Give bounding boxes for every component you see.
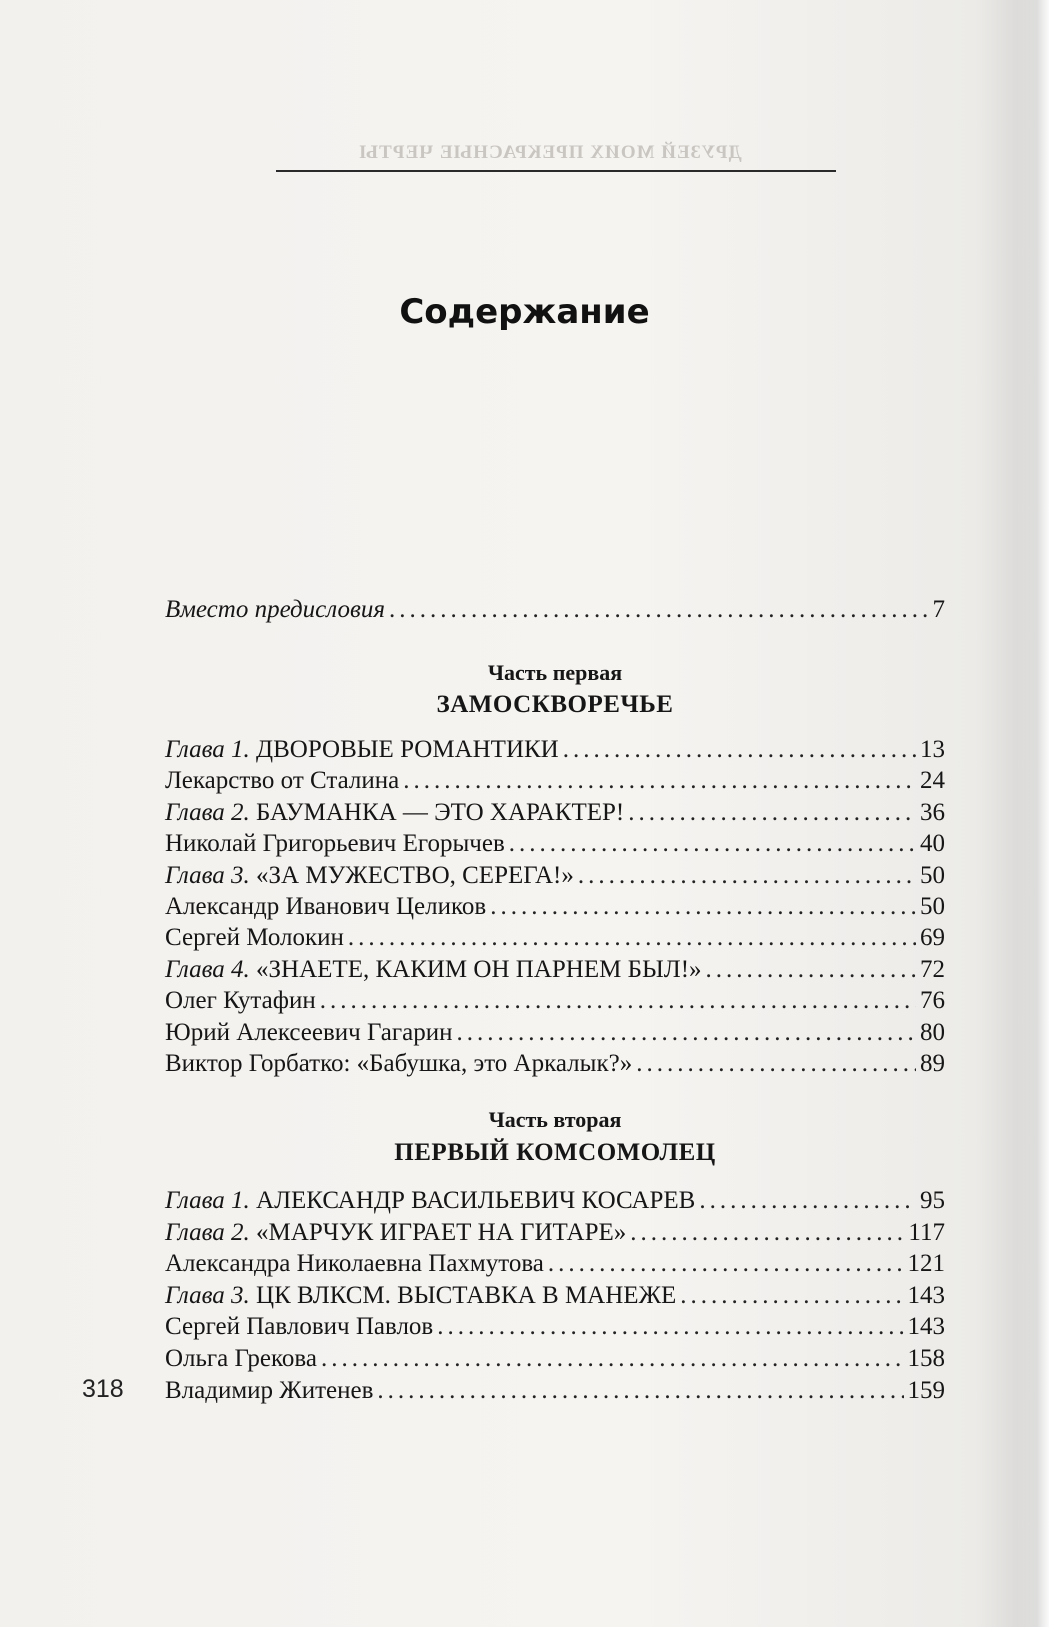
toc-entry[interactable]: [165, 1375, 945, 1407]
toc-entry-text: Сергей Павлович Павлов: [165, 1313, 434, 1341]
toc-chapter-prefix: Глава 1.: [165, 1187, 250, 1214]
toc-page-number: 117: [908, 1218, 945, 1246]
toc-chapter-prefix: Глава 2.: [165, 798, 250, 826]
toc-entry-text: БАУМАНКА — ЭТО ХАРАКТЕР!: [256, 798, 625, 826]
toc-page-number: 143: [907, 1281, 945, 1309]
toc-entry[interactable]: [165, 1217, 945, 1249]
toc-entry-text: ДВОРОВЫЕ РОМАНТИКИ: [256, 736, 559, 763]
toc-chapter-prefix: Глава 3.: [165, 861, 250, 889]
toc-entry[interactable]: [165, 891, 945, 923]
toc-page-number: 40: [920, 830, 945, 858]
toc-entry-text: Юрий Алексеевич Гагарин: [165, 1018, 453, 1046]
leader-dots: [578, 860, 916, 892]
leader-dots: [706, 954, 916, 986]
toc-entry[interactable]: [165, 765, 945, 797]
leader-dots: [680, 1280, 903, 1312]
toc-entry-text: АЛЕКСАНДР ВАСИЛЬЕВИЧ КОСАРЕВ: [256, 1187, 696, 1214]
leader-dots: [490, 891, 916, 923]
toc-entry[interactable]: [165, 1017, 945, 1049]
leader-dots: [630, 1217, 904, 1249]
header-rule: [276, 170, 836, 172]
toc-entry[interactable]: [165, 797, 945, 829]
toc-entry-text: «ЗА МУЖЕСТВО, СЕРЕГА!»: [256, 861, 574, 889]
part-title: ЗАМОСКВОРЕЧЬЕ: [436, 691, 674, 718]
toc-entry-text: ЦК ВЛКСМ. ВЫСТАВКА В МАНЕЖЕ: [256, 1281, 677, 1309]
page-spine-shadow: [1019, 0, 1049, 1627]
toc-page-number: 50: [920, 861, 945, 889]
toc-entry-text: «МАРЧУК ИГРАЕТ НА ГИТАРЕ»: [256, 1218, 627, 1246]
toc-page-number: 121: [907, 1250, 945, 1278]
toc-page-number: 69: [920, 924, 945, 952]
running-head-bleedthrough: ДРУЗЕЙ МОИХ ПРЕКРАСНЫЕ ЧЕРТЫ: [358, 142, 742, 163]
toc-entry-preface[interactable]: [165, 594, 945, 626]
toc-page-number: 50: [920, 893, 945, 920]
part-label: Часть первая: [487, 660, 623, 685]
toc-page-number: 80: [920, 1018, 945, 1046]
toc-entry[interactable]: [165, 1048, 945, 1080]
leader-dots: [389, 594, 929, 626]
toc-page-number: 76: [920, 987, 945, 1015]
toc-chapter-prefix: Глава 3.: [165, 1281, 250, 1309]
toc-entry-text: Вместо предисловия: [165, 596, 385, 623]
leader-dots: [509, 828, 916, 860]
toc-page-number: 158: [907, 1345, 945, 1372]
leader-dots: [377, 1375, 903, 1407]
toc-entry-text: «ЗНАЕТЕ, КАКИМ ОН ПАРНЕМ БЫЛ!»: [256, 955, 702, 983]
toc-entry[interactable]: [165, 1185, 945, 1217]
toc-entry[interactable]: [165, 985, 945, 1017]
toc-entry[interactable]: [165, 828, 945, 860]
page-number-folio: 318: [82, 1375, 124, 1403]
leader-dots: [437, 1311, 903, 1343]
page-title: Содержание: [399, 292, 650, 332]
leader-dots: [321, 1343, 904, 1375]
leader-dots: [699, 1185, 916, 1217]
toc-chapter-prefix: Глава 4.: [165, 955, 250, 983]
leader-dots: [348, 922, 916, 954]
toc-entry-text: Николай Григорьевич Егорычев: [165, 830, 505, 858]
toc-page-number: 7: [932, 596, 945, 623]
toc-page-number: 24: [920, 767, 945, 795]
toc-page-number: 36: [920, 798, 945, 826]
toc-entry[interactable]: [165, 954, 945, 986]
toc-page-number: 89: [920, 1050, 945, 1077]
leader-dots: [403, 765, 916, 797]
toc-page-number: 95: [920, 1187, 945, 1214]
leader-dots: [563, 734, 916, 766]
leader-dots: [548, 1248, 904, 1280]
toc-entry-text: Сергей Молокин: [165, 924, 344, 952]
toc-entry[interactable]: [165, 860, 945, 892]
toc-entry-text: Виктор Горбатко: «Бабушка, это Аркалык?»: [165, 1050, 633, 1077]
toc-entry[interactable]: [165, 734, 945, 766]
part-title: ПЕРВЫЙ КОМСОМОЛЕЦ: [394, 1139, 716, 1166]
toc-page-number: 13: [920, 736, 945, 763]
toc-entry[interactable]: [165, 1343, 945, 1375]
toc-entry[interactable]: [165, 1248, 945, 1280]
leader-dots: [636, 1048, 916, 1080]
toc-entry[interactable]: [165, 1311, 945, 1343]
toc-entry-text: Александр Иванович Целиков: [165, 893, 487, 920]
toc-page-number: 72: [920, 955, 945, 983]
leader-dots: [457, 1017, 917, 1049]
toc-entry-text: Владимир Житенев: [165, 1376, 374, 1404]
toc-chapter-prefix: Глава 1.: [165, 736, 250, 763]
toc-page-number: 159: [907, 1376, 945, 1404]
toc-entry-text: Александра Николаевна Пахмутова: [165, 1250, 544, 1278]
toc-chapter-prefix: Глава 2.: [165, 1218, 250, 1246]
leader-dots: [628, 797, 916, 829]
toc-entry[interactable]: [165, 1280, 945, 1312]
toc-entry[interactable]: [165, 922, 945, 954]
toc-page-number: 143: [907, 1313, 945, 1341]
leader-dots: [320, 985, 916, 1017]
toc-entry-text: Олег Кутафин: [165, 987, 316, 1015]
toc-entry-text: Ольга Грекова: [165, 1345, 317, 1372]
part-label: Часть вторая: [488, 1107, 622, 1132]
toc-entry-text: Лекарство от Сталина: [165, 767, 400, 795]
